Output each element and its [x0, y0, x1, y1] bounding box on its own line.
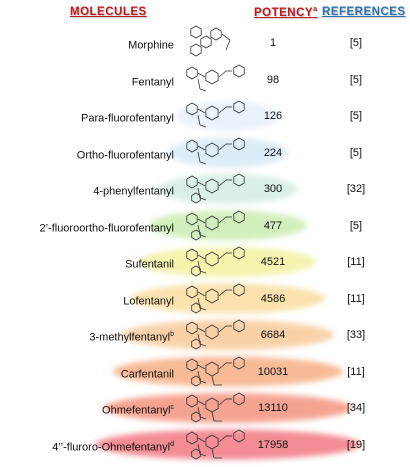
reference-value: [19] — [346, 438, 366, 451]
molecule-name: Para-fluorofentanyl — [81, 112, 174, 125]
reference-value: [5] — [349, 146, 363, 159]
row-ortho-fluorofentanyl — [0, 146, 410, 166]
header-potency: POTENCY$^a$ — [254, 6, 318, 19]
molecule-name: Lofentanyl — [123, 295, 174, 308]
reference-value: [33] — [346, 329, 366, 341]
molecule-name: Ortho-fluorofentanyl — [76, 149, 174, 162]
row-para-fluorofentanyl — [0, 109, 410, 129]
row-morphine — [0, 36, 410, 56]
reference-value: [5] — [349, 110, 363, 122]
molecule-name: Ohmefentanyl$^c$ — [102, 404, 174, 417]
reference-value: [32] — [346, 183, 366, 195]
potency-value: 98 — [266, 73, 280, 86]
row-carfentanil — [0, 365, 410, 385]
header-references: REFERENCES — [322, 6, 406, 18]
reference-value: [5] — [349, 37, 363, 49]
reference-value: [5] — [349, 219, 363, 232]
potency-value: 13110 — [258, 402, 288, 414]
row-2-fluoroortho-fluorofentanyl — [0, 219, 410, 239]
potency-value: 126 — [263, 110, 283, 122]
molecule-name: Fentanyl — [131, 76, 174, 89]
molecule-name: 4-phenylfentanyl — [93, 185, 174, 198]
molecule-name: Carfentanil — [120, 368, 174, 381]
molecule-name: 2’-fluoroortho-fluorofentanyl — [39, 222, 174, 235]
molecule-name: Sufentanil — [125, 258, 174, 271]
reference-value: [11] — [347, 292, 365, 305]
molecule-name: 4’’-fluroro-Ohmefentanyl$^d$ — [52, 440, 174, 454]
molecule-name: Morphine — [128, 39, 174, 52]
potency-value: 4521 — [260, 256, 286, 268]
row-fentanyl — [0, 73, 410, 93]
row-lofentanyl — [0, 292, 410, 312]
reference-value: [11] — [347, 256, 365, 268]
header-molecules: MOLECULES — [70, 6, 147, 18]
reference-value: [11] — [347, 365, 365, 378]
potency-value: 17958 — [257, 438, 289, 451]
row-3-methylfentanyl — [0, 328, 410, 348]
potency-value: 477 — [263, 219, 283, 232]
molecule-name: 3-methylfentanyl$^b$ — [89, 331, 174, 344]
potency-value: 6684 — [260, 329, 286, 341]
potency-value: 10031 — [257, 365, 289, 378]
potency-value: 1 — [269, 37, 277, 49]
reference-value: [34] — [346, 402, 366, 414]
potency-value: 300 — [263, 183, 283, 195]
reference-value: [5] — [349, 73, 363, 86]
row-ohmefentanyl — [0, 401, 410, 421]
potency-value: 224 — [263, 146, 283, 159]
row-4-phenylfentanyl — [0, 182, 410, 202]
potency-value: 4586 — [260, 292, 286, 305]
row-4-fluoro-ohmefentanyl — [0, 438, 410, 458]
row-sufentanil — [0, 255, 410, 275]
